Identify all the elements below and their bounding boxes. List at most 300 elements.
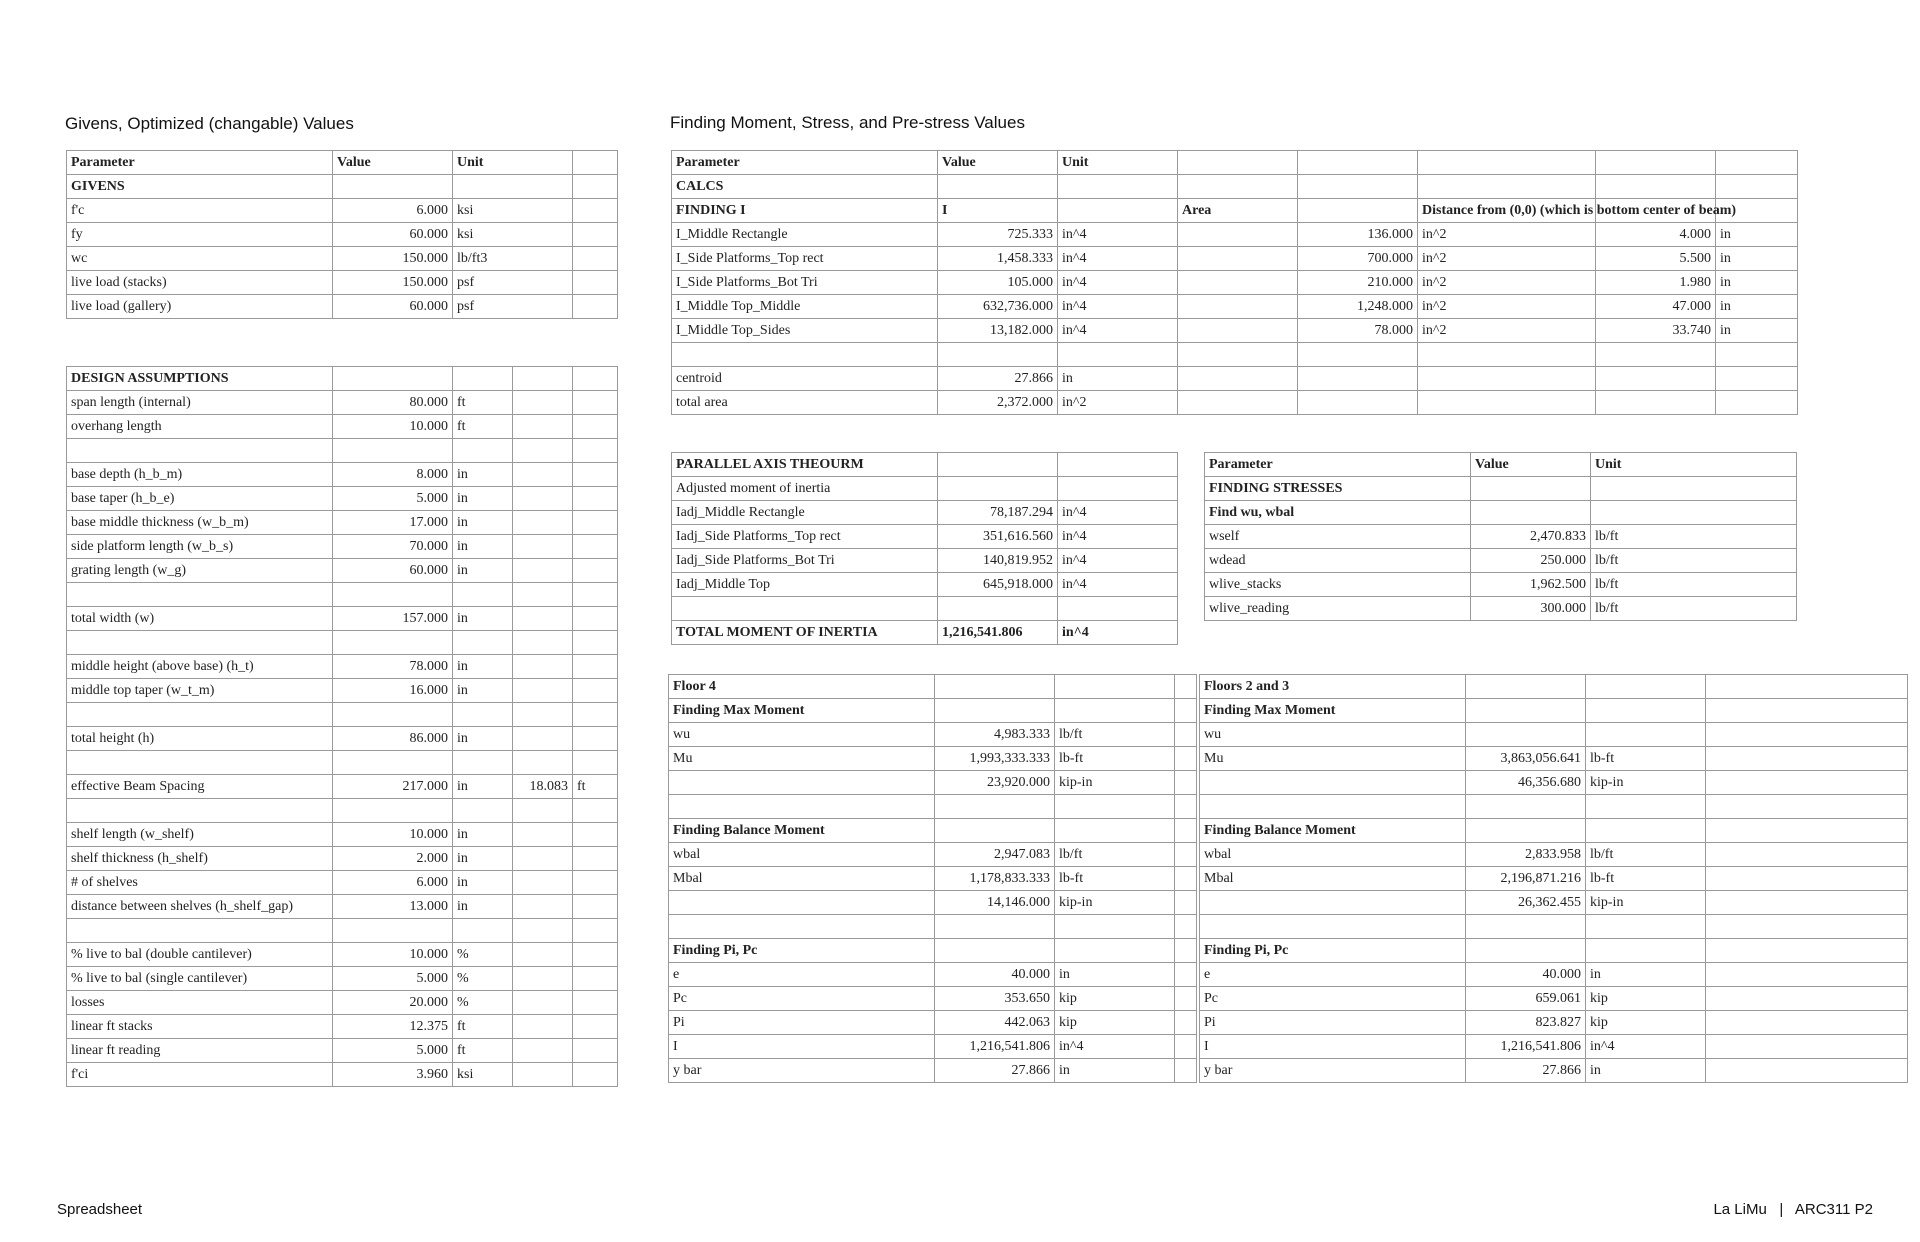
cell: 2,372.000 xyxy=(938,391,1058,415)
cell xyxy=(333,439,453,463)
parallel-row xyxy=(672,453,1178,477)
cell xyxy=(573,535,618,559)
cell: 27.866 xyxy=(1466,1059,1586,1083)
cell: y bar xyxy=(669,1059,935,1083)
moment-heading: Finding Moment, Stress, and Pre-stress Values xyxy=(670,113,1025,132)
cell xyxy=(573,727,618,751)
design-row xyxy=(67,847,618,871)
cell: 47.000 xyxy=(1596,295,1716,319)
cell xyxy=(1706,939,1908,963)
givens-row xyxy=(67,271,618,295)
cell: % xyxy=(453,991,513,1015)
cell xyxy=(573,223,618,247)
cell xyxy=(453,919,513,943)
cell: 157.000 xyxy=(333,607,453,631)
cell xyxy=(1058,175,1178,199)
cell xyxy=(669,915,935,939)
cell xyxy=(938,343,1058,367)
cell: middle top taper (w_t_m) xyxy=(67,679,333,703)
cell xyxy=(513,415,573,439)
cell xyxy=(1706,843,1908,867)
cell: in^4 xyxy=(1058,247,1178,271)
cell xyxy=(573,607,618,631)
cell: 250.000 xyxy=(1471,549,1591,573)
cell: lb/ft xyxy=(1591,573,1797,597)
design-row xyxy=(67,823,618,847)
cell xyxy=(513,535,573,559)
cell xyxy=(1466,939,1586,963)
design-row xyxy=(67,511,618,535)
cell: in xyxy=(453,655,513,679)
cell: psf xyxy=(453,295,573,319)
cell: in^4 xyxy=(1058,549,1178,573)
calcs-row xyxy=(672,175,1798,199)
cell: 10.000 xyxy=(333,823,453,847)
cell: span length (internal) xyxy=(67,391,333,415)
cell: Pc xyxy=(1200,987,1466,1011)
cell xyxy=(513,367,573,391)
cell: 5.500 xyxy=(1596,247,1716,271)
cell: in xyxy=(453,871,513,895)
cell: e xyxy=(669,963,935,987)
cell xyxy=(1298,391,1418,415)
cell: 2,470.833 xyxy=(1471,525,1591,549)
cell: 5.000 xyxy=(333,487,453,511)
cell: I_Side Platforms_Top rect xyxy=(672,247,938,271)
cell: ft xyxy=(453,1015,513,1039)
cell: 442.063 xyxy=(935,1011,1055,1035)
calcs-row xyxy=(672,199,1798,223)
cell: in xyxy=(453,487,513,511)
cell xyxy=(1055,939,1175,963)
cell: in xyxy=(453,535,513,559)
cell: I xyxy=(669,1035,935,1059)
cell: Mbal xyxy=(1200,867,1466,891)
cell: 2,833.958 xyxy=(1466,843,1586,867)
cell: in xyxy=(1716,319,1798,343)
cell xyxy=(1200,771,1466,795)
cell: 26,362.455 xyxy=(1466,891,1586,915)
design-row xyxy=(67,751,618,775)
cell xyxy=(1466,675,1586,699)
cell xyxy=(1706,747,1908,771)
givens-heading: Givens, Optimized (changable) Values xyxy=(65,114,354,133)
cell: kip xyxy=(1586,1011,1706,1035)
cell xyxy=(1716,367,1798,391)
cell: ft xyxy=(453,415,513,439)
cell: Pc xyxy=(669,987,935,1011)
cell xyxy=(1418,391,1596,415)
floor23-row xyxy=(1200,915,1908,939)
cell xyxy=(938,175,1058,199)
cell: 27.866 xyxy=(935,1059,1055,1083)
cell xyxy=(573,175,618,199)
cell: kip xyxy=(1055,987,1175,1011)
floor4-row xyxy=(669,1059,1197,1083)
design-row xyxy=(67,895,618,919)
cell xyxy=(1058,343,1178,367)
cell xyxy=(453,703,513,727)
cell: Value xyxy=(938,151,1058,175)
cell xyxy=(1058,477,1178,501)
cell: in^4 xyxy=(1055,1035,1175,1059)
cell: 78.000 xyxy=(333,655,453,679)
cell: 659.061 xyxy=(1466,987,1586,1011)
cell: Mbal xyxy=(669,867,935,891)
cell xyxy=(1466,795,1586,819)
cell: ksi xyxy=(453,223,573,247)
cell: 78,187.294 xyxy=(938,501,1058,525)
cell xyxy=(1706,867,1908,891)
parallel-row xyxy=(672,501,1178,525)
cell: 725.333 xyxy=(938,223,1058,247)
cell: total width (w) xyxy=(67,607,333,631)
cell xyxy=(67,583,333,607)
cell: in^4 xyxy=(1058,621,1178,645)
cell: 645,918.000 xyxy=(938,573,1058,597)
cell: 3.960 xyxy=(333,1063,453,1087)
cell xyxy=(935,795,1055,819)
design-row xyxy=(67,967,618,991)
cell xyxy=(1175,987,1197,1011)
cell: lb/ft3 xyxy=(453,247,573,271)
cell: in^4 xyxy=(1058,271,1178,295)
cell: 300.000 xyxy=(1471,597,1591,621)
floor4-row xyxy=(669,891,1197,915)
cell xyxy=(938,453,1058,477)
cell xyxy=(1298,343,1418,367)
floor4-row xyxy=(669,1035,1197,1059)
calcs-row xyxy=(672,151,1798,175)
cell xyxy=(573,871,618,895)
cell: Pi xyxy=(1200,1011,1466,1035)
cell: in xyxy=(453,895,513,919)
cell xyxy=(1418,367,1596,391)
design-row xyxy=(67,631,618,655)
cell xyxy=(573,823,618,847)
floor-4-table xyxy=(668,674,1197,1083)
cell xyxy=(1596,367,1716,391)
cell xyxy=(573,151,618,175)
cell xyxy=(672,597,938,621)
cell: centroid xyxy=(672,367,938,391)
cell xyxy=(513,463,573,487)
givens-table xyxy=(66,150,618,319)
floor4-row xyxy=(669,771,1197,795)
cell: in^4 xyxy=(1058,319,1178,343)
cell: lb-ft xyxy=(1586,867,1706,891)
cell xyxy=(1175,915,1197,939)
cell xyxy=(513,391,573,415)
cell xyxy=(573,391,618,415)
floor23-row xyxy=(1200,795,1908,819)
cell: live load (stacks) xyxy=(67,271,333,295)
cell: 23,920.000 xyxy=(935,771,1055,795)
floor23-row xyxy=(1200,867,1908,891)
cell: ksi xyxy=(453,1063,513,1087)
cell: Finding Balance Moment xyxy=(669,819,935,843)
cell: 700.000 xyxy=(1298,247,1418,271)
cell: Distance from (0,0) (which is bottom center of beam) xyxy=(1418,199,1596,223)
cell: overhang length xyxy=(67,415,333,439)
cell: shelf thickness (h_shelf) xyxy=(67,847,333,871)
cell xyxy=(513,487,573,511)
cell xyxy=(573,895,618,919)
cell: in^2 xyxy=(1418,223,1596,247)
cell: live load (gallery) xyxy=(67,295,333,319)
cell xyxy=(573,919,618,943)
floor23-row xyxy=(1200,747,1908,771)
cell: ksi xyxy=(453,199,573,223)
cell xyxy=(513,727,573,751)
cell: Unit xyxy=(453,151,573,175)
cell: 1,216,541.806 xyxy=(935,1035,1055,1059)
cell xyxy=(1418,151,1596,175)
cell xyxy=(1418,175,1596,199)
cell: 27.866 xyxy=(938,367,1058,391)
cell xyxy=(333,919,453,943)
cell xyxy=(1706,1035,1908,1059)
cell: in xyxy=(1586,963,1706,987)
givens-row xyxy=(67,175,618,199)
cell: lb/ft xyxy=(1055,723,1175,747)
cell xyxy=(1175,723,1197,747)
cell: Floor 4 xyxy=(669,675,935,699)
cell: FINDING STRESSES xyxy=(1205,477,1471,501)
stresses-row xyxy=(1205,573,1797,597)
cell xyxy=(513,991,573,1015)
floor23-row xyxy=(1200,723,1908,747)
cell: in^4 xyxy=(1058,295,1178,319)
cell: 823.827 xyxy=(1466,1011,1586,1035)
cell xyxy=(573,367,618,391)
cell xyxy=(1175,1059,1197,1083)
floor4-row xyxy=(669,867,1197,891)
design-row xyxy=(67,775,618,799)
design-row xyxy=(67,871,618,895)
cell: I xyxy=(1200,1035,1466,1059)
cell xyxy=(1178,343,1298,367)
cell: 70.000 xyxy=(333,535,453,559)
cell: 105.000 xyxy=(938,271,1058,295)
floor4-row xyxy=(669,1011,1197,1035)
cell: in^4 xyxy=(1058,223,1178,247)
cell xyxy=(1706,1011,1908,1035)
cell xyxy=(1716,151,1798,175)
cell xyxy=(513,943,573,967)
design-row xyxy=(67,943,618,967)
cell xyxy=(573,679,618,703)
cell: Finding Pi, Pc xyxy=(669,939,935,963)
stresses-row xyxy=(1205,549,1797,573)
floor23-row xyxy=(1200,699,1908,723)
cell: middle height (above base) (h_t) xyxy=(67,655,333,679)
calcs-row xyxy=(672,247,1798,271)
cell xyxy=(1175,747,1197,771)
cell xyxy=(1586,939,1706,963)
cell xyxy=(67,751,333,775)
cell xyxy=(573,583,618,607)
cell xyxy=(513,1039,573,1063)
cell: 1,458.333 xyxy=(938,247,1058,271)
cell: total height (h) xyxy=(67,727,333,751)
cell: % live to bal (single cantilever) xyxy=(67,967,333,991)
cell: 2,947.083 xyxy=(935,843,1055,867)
cell: wdead xyxy=(1205,549,1471,573)
cell: base middle thickness (w_b_m) xyxy=(67,511,333,535)
cell: lb/ft xyxy=(1586,843,1706,867)
cell xyxy=(513,679,573,703)
floor4-row xyxy=(669,987,1197,1011)
cell xyxy=(1175,795,1197,819)
cell: in xyxy=(1716,223,1798,247)
cell: 20.000 xyxy=(333,991,453,1015)
cell xyxy=(573,1015,618,1039)
cell xyxy=(573,991,618,1015)
floor23-row xyxy=(1200,771,1908,795)
cell xyxy=(513,1063,573,1087)
cell xyxy=(333,799,453,823)
design-row xyxy=(67,1015,618,1039)
floor23-row xyxy=(1200,675,1908,699)
cell xyxy=(1298,367,1418,391)
cell: 5.000 xyxy=(333,1039,453,1063)
cell xyxy=(938,477,1058,501)
givens-row xyxy=(67,199,618,223)
cell xyxy=(573,847,618,871)
cell xyxy=(1178,223,1298,247)
cell xyxy=(669,771,935,795)
cell xyxy=(573,487,618,511)
parallel-row xyxy=(672,477,1178,501)
cell: shelf length (w_shelf) xyxy=(67,823,333,847)
cell: 6.000 xyxy=(333,199,453,223)
design-row xyxy=(67,535,618,559)
floor4-row xyxy=(669,963,1197,987)
cell: 3,863,056.641 xyxy=(1466,747,1586,771)
floor4-row xyxy=(669,675,1197,699)
cell: e xyxy=(1200,963,1466,987)
cell xyxy=(1586,915,1706,939)
design-row xyxy=(67,463,618,487)
floor4-row xyxy=(669,819,1197,843)
cell: kip-in xyxy=(1586,771,1706,795)
cell xyxy=(1706,819,1908,843)
cell: % live to bal (double cantilever) xyxy=(67,943,333,967)
cell xyxy=(513,1015,573,1039)
design-row xyxy=(67,583,618,607)
cell: wc xyxy=(67,247,333,271)
cell xyxy=(573,967,618,991)
cell xyxy=(935,915,1055,939)
cell: kip xyxy=(1586,987,1706,1011)
cell xyxy=(333,175,453,199)
cell: in xyxy=(453,775,513,799)
cell: Parameter xyxy=(67,151,333,175)
cell: in^4 xyxy=(1586,1035,1706,1059)
cell xyxy=(1055,699,1175,723)
cell xyxy=(573,559,618,583)
cell: 1,248.000 xyxy=(1298,295,1418,319)
cell: 353.650 xyxy=(935,987,1055,1011)
givens-row xyxy=(67,151,618,175)
design-row xyxy=(67,415,618,439)
cell xyxy=(1706,723,1908,747)
cell xyxy=(1200,795,1466,819)
cell xyxy=(573,415,618,439)
cell: ft xyxy=(573,775,618,799)
cell xyxy=(1596,343,1716,367)
cell xyxy=(513,511,573,535)
calcs-row xyxy=(672,295,1798,319)
cell: in xyxy=(453,823,513,847)
cell: in xyxy=(1716,295,1798,319)
cell xyxy=(513,751,573,775)
cell xyxy=(1175,963,1197,987)
givens-row xyxy=(67,247,618,271)
cell xyxy=(1058,453,1178,477)
floor23-row xyxy=(1200,819,1908,843)
cell xyxy=(935,675,1055,699)
cell xyxy=(513,439,573,463)
cell xyxy=(669,795,935,819)
cell: in xyxy=(1055,1059,1175,1083)
cell: lb-ft xyxy=(1055,747,1175,771)
cell: Adjusted moment of inertia xyxy=(672,477,938,501)
cell xyxy=(1716,343,1798,367)
cell xyxy=(1178,151,1298,175)
cell: Parameter xyxy=(1205,453,1471,477)
cell: in^2 xyxy=(1418,295,1596,319)
cell xyxy=(573,799,618,823)
cell xyxy=(1466,699,1586,723)
cell: 8.000 xyxy=(333,463,453,487)
design-row xyxy=(67,655,618,679)
cell xyxy=(1596,391,1716,415)
cell: 217.000 xyxy=(333,775,453,799)
footer-right: La LiMu | ARC311 P2 xyxy=(1713,1201,1873,1218)
cell xyxy=(1055,819,1175,843)
cell: # of shelves xyxy=(67,871,333,895)
cell: f'ci xyxy=(67,1063,333,1087)
cell xyxy=(1466,915,1586,939)
cell: Iadj_Side Platforms_Top rect xyxy=(672,525,938,549)
cell xyxy=(1200,915,1466,939)
cell xyxy=(1178,175,1298,199)
cell xyxy=(67,799,333,823)
cell: wu xyxy=(1200,723,1466,747)
cell: 632,736.000 xyxy=(938,295,1058,319)
cell: Finding Max Moment xyxy=(1200,699,1466,723)
givens-row xyxy=(67,223,618,247)
cell: Mu xyxy=(1200,747,1466,771)
cell xyxy=(935,819,1055,843)
cell: 136.000 xyxy=(1298,223,1418,247)
cell: y bar xyxy=(1200,1059,1466,1083)
cell: ft xyxy=(453,1039,513,1063)
cell xyxy=(513,799,573,823)
cell xyxy=(1418,343,1596,367)
cell: grating length (w_g) xyxy=(67,559,333,583)
cell xyxy=(513,583,573,607)
cell: lb-ft xyxy=(1055,867,1175,891)
cell: % xyxy=(453,967,513,991)
cell xyxy=(333,631,453,655)
cell xyxy=(1175,675,1197,699)
cell: in xyxy=(1055,963,1175,987)
cell xyxy=(573,463,618,487)
cell: 1,962.500 xyxy=(1471,573,1591,597)
